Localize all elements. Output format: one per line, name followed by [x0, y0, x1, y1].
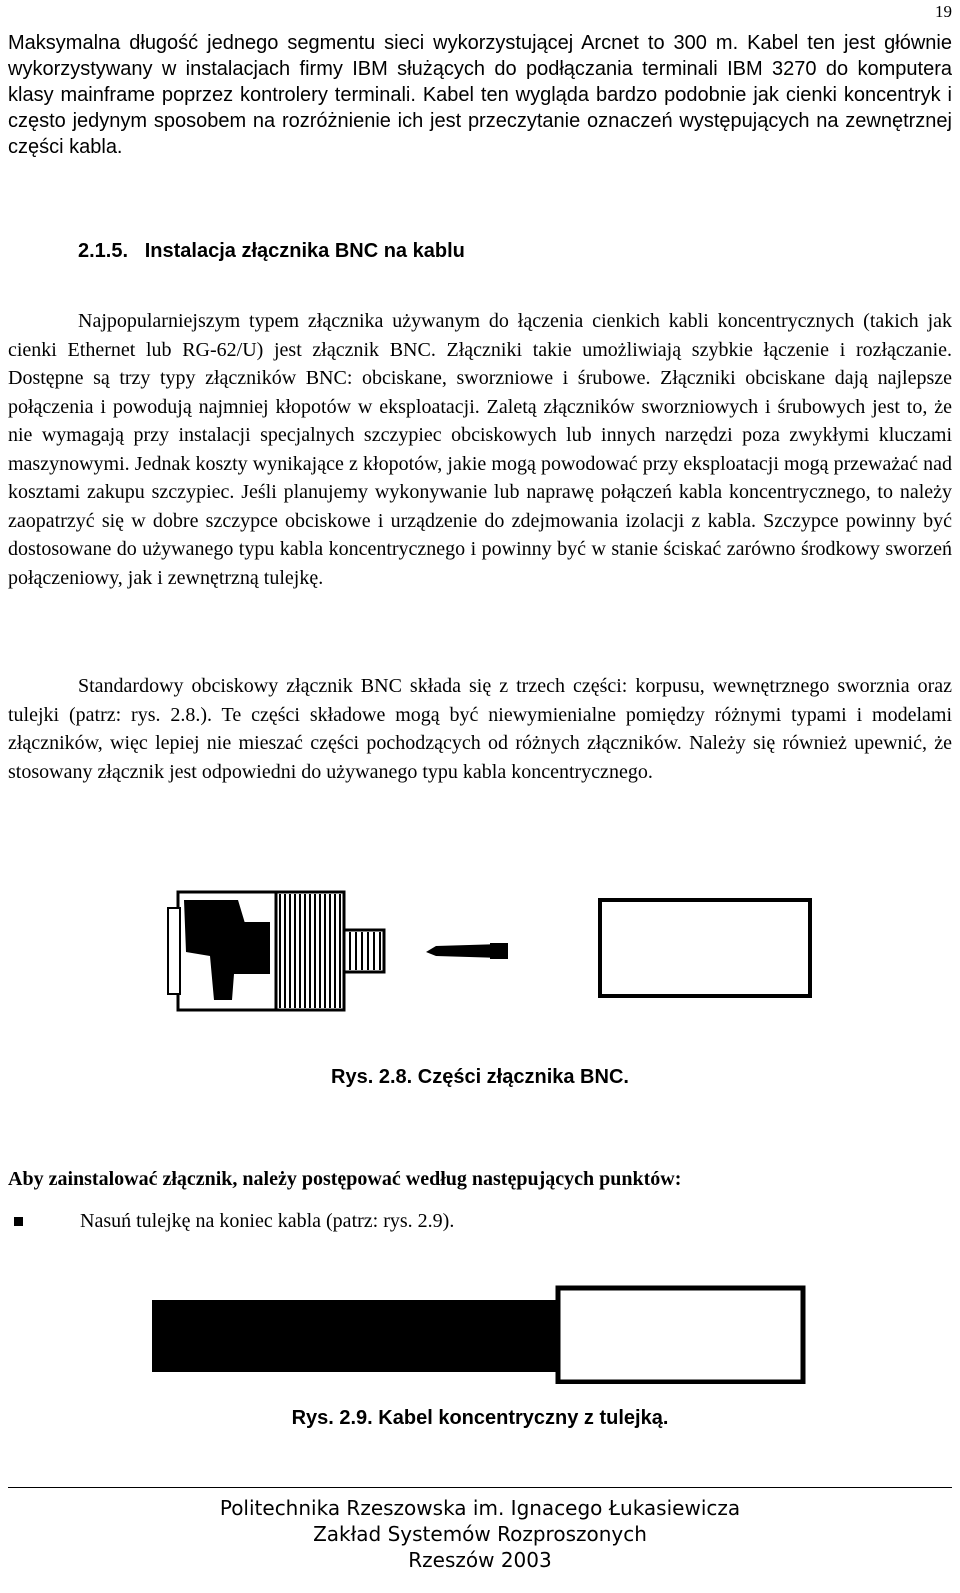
footer-city-year: Rzeszów 2003	[408, 1548, 552, 1572]
section-number: 2.1.5.	[78, 240, 129, 262]
coax-cable-with-ferrule-figure	[150, 1284, 812, 1384]
connector-body-drawing	[168, 892, 384, 1010]
knurled-ring-drawing	[276, 892, 344, 1010]
intro-paragraph: Maksymalna długość jednego segmentu sieci wykorzystującej Arcnet to 300 m. Kabel ten jest głównie wykorzystywany w instalacjach firmy IBM służących do podłączania terminali IBM 3270 do komputera klasy mainframe poprzez kontrolery terminali. Kabel ten wygląda bardzo podobnie jak cienki koncentryk i często jedynym sposobem na rozróżnienie ich jest przeczytanie oznaczeń występujących na zewnętrznej części kabla.	[8, 32, 952, 158]
footer-institution: Politechnika Rzeszowska im. Ignacego Łukasiewicza	[219, 1496, 741, 1520]
figure-1-caption: Rys. 2.8. Części złącznika BNC.	[331, 1066, 629, 1088]
center-pin-drawing	[426, 943, 508, 959]
page-number: 19	[935, 2, 952, 21]
cable-drawing	[152, 1300, 562, 1372]
section-title: Instalacja złącznika BNC na kablu	[144, 240, 465, 262]
bullet-list-item	[8, 1210, 454, 1233]
ferrule-drawing	[600, 900, 810, 996]
footer-divider	[8, 1487, 952, 1488]
crimp-barrel-drawing	[344, 930, 384, 972]
body-paragraph-1: Najpopularniejszym typem złącznika używanym do łączenia cienkich kabli koncentrycznych (takich jak cienki Ethernet lub RG-62/U) jest złącznik BNC. Złączniki takie umożliwiają szybkie łączenie i rozłączanie. Dostępne są trzy typy złączników BNC: obciskane, sworzniowe i śrubowe. Złączniki obciskane dają najlepsze połączenia i powodują najmniej kłopotów w eksploatacji. Zaletą złączników sworzniowych i śrubowych jest to, że nie wymagają przy instalacji specjalnych szczypiec obciskowych lub innych narzędzi poza zwykłymi kluczami maszynowymi. Jednak koszty wynikające z kłopotów, jakie mogą powodować przy eksploatacji mogą przeważać nad kosztami zakupu szczypiec. Jeśli planujemy wykonywanie lub naprawę połączeń kabla koncentrycznego, to należy zaopatrzyć się w dobre szczypce obciskowe i urządzenie do zdejmowania izolacji z kabla. Szczypce powinny być dostosowane do używanego typu kabla koncentrycznego i powinny być w stanie ściskać zarówno środkowy sworzeń połączeniowy, jak i zewnętrzną tulejkę.	[8, 310, 952, 589]
body-paragraph-2: Standardowy obciskowy złącznik BNC składa się z trzech części: korpusu, wewnętrznego sworznia oraz tulejki (patrz: rys. 2.8.). Te części składowe mogą być niewymienialne pomiędzy różnymi typami i modelami złączników, więc lepiej nie mieszać części pochodzących od różnych złączników. Należy się również upewnić, że stosowany złącznik jest odpowiedni do używanego typu kabla koncentrycznego.	[8, 675, 952, 783]
figure-2-caption: Rys. 2.9. Kabel koncentryczny z tulejką.	[291, 1407, 669, 1429]
bnc-connector-parts-figure	[160, 860, 820, 1040]
bullet-square-icon	[14, 1217, 23, 1226]
footer-department: Zakład Systemów Rozproszonych	[313, 1522, 647, 1546]
bullet-text: Nasuń tulejkę na koniec kabla (patrz: rys. 2.9).	[80, 1210, 455, 1232]
instruction-heading: Aby zainstalować złącznik, należy postępować według następujących punktów:	[8, 1168, 682, 1190]
section-heading	[78, 240, 465, 263]
ferrule-on-cable-drawing	[558, 1288, 803, 1382]
